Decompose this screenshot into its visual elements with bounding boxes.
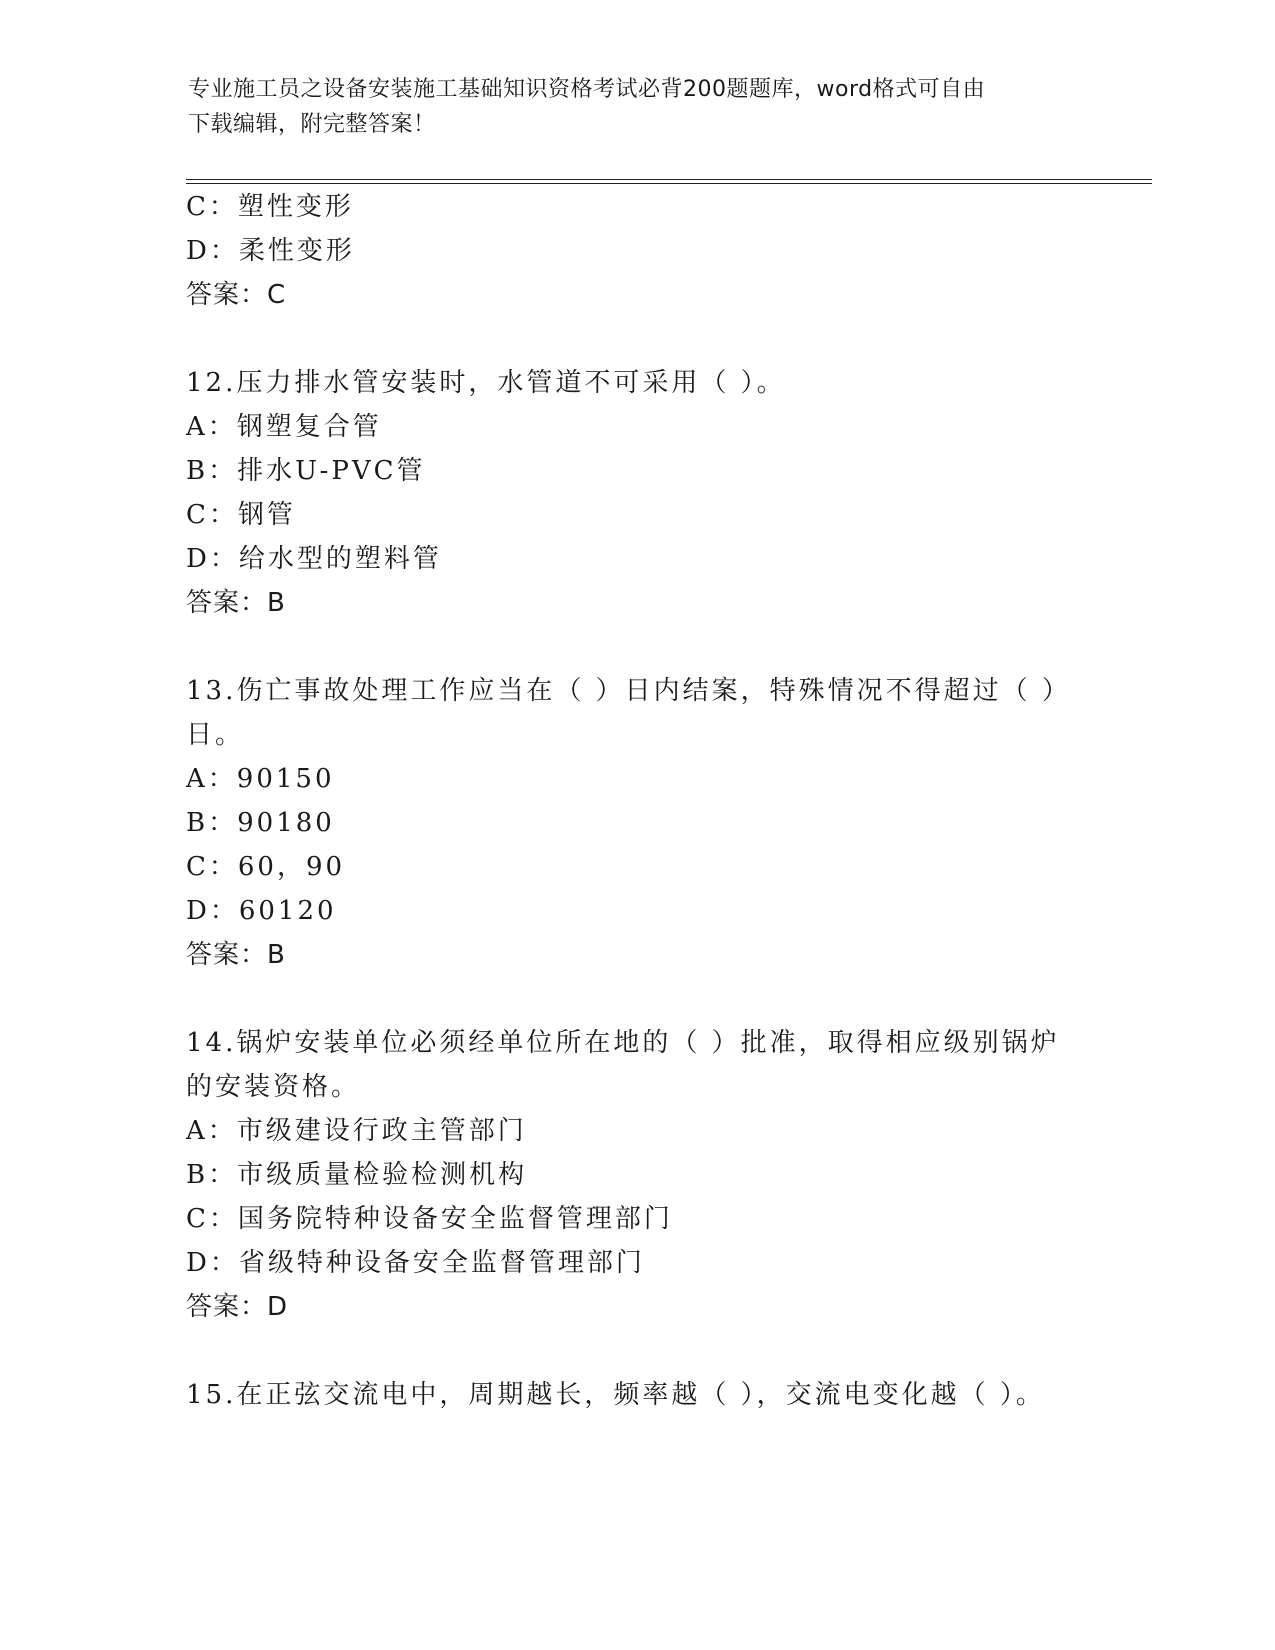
option-b-q13: B：90180	[186, 808, 335, 838]
option-d-q12: D：给水型的塑料管	[186, 544, 442, 574]
header-divider-bottom	[186, 183, 1152, 184]
option-c-q13: C：60，90	[186, 852, 346, 882]
question-12: 12.压力排水管安装时，水管道不可采用（ ）。	[186, 368, 786, 398]
option-d-q14: D：省级特种设备安全监督管理部门	[186, 1248, 645, 1278]
option-b-q12: B：排水U-PVC管	[186, 456, 426, 486]
document-header	[188, 72, 1088, 142]
option-b-q14: B：市级质量检验检测机构	[186, 1160, 528, 1190]
question-13-line-2: 日。	[186, 720, 245, 750]
option-c-q14: C：国务院特种设备安全监督管理部门	[186, 1204, 673, 1234]
option-c-q11: C：塑性变形	[186, 192, 354, 222]
option-d-q11: D：柔性变形	[186, 236, 355, 266]
question-14-line-2: 的安装资格。	[186, 1072, 361, 1102]
question-15: 15.在正弦交流电中，周期越长，频率越（ ），交流电变化越（ ）。	[186, 1380, 1045, 1410]
option-a-q14: A：市级建设行政主管部门	[186, 1116, 527, 1146]
option-d-q13: D：60120	[186, 896, 337, 926]
option-c-q12: C：钢管	[186, 500, 296, 530]
answer-q13: 答案：B	[186, 940, 286, 970]
question-13-line-1: 13.伤亡事故处理工作应当在（ ）日内结案，特殊情况不得超过（ ）	[186, 676, 1071, 706]
option-a-q13: A：90150	[186, 764, 335, 794]
header-line-2: 下载编辑，附完整答案！	[188, 112, 436, 137]
header-divider-top	[186, 179, 1152, 180]
header-line-1: 专业施工员之设备安装施工基础知识资格考试必背200题题库，word格式可自由	[188, 77, 986, 102]
answer-q14: 答案：D	[186, 1292, 289, 1322]
answer-q12: 答案：B	[186, 588, 286, 618]
option-a-q12: A：钢塑复合管	[186, 412, 382, 442]
answer-q11: 答案：C	[186, 280, 287, 310]
question-14-line-1: 14.锅炉安装单位必须经单位所在地的（ ）批准，取得相应级别锅炉	[186, 1028, 1060, 1058]
